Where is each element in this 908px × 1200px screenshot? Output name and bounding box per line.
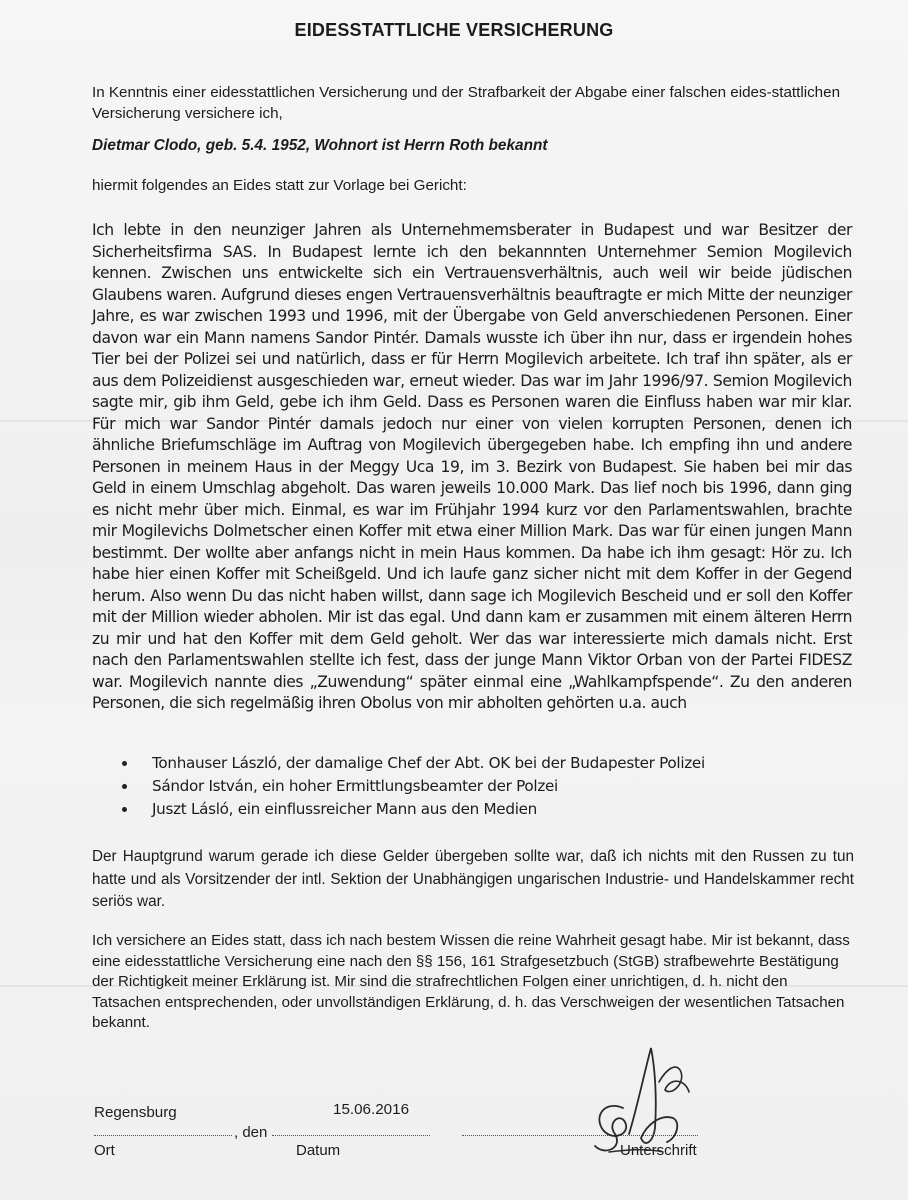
- affirmation-paragraph: Ich versichere an Eides statt, dass ich nach bestem Wissen die reine Wahrheit gesagt habe. Mir ist bekannt, dass eine eidesstattliche Versicherung eine nach den §§ 156, 161 Strafgesetzbuch (StGB) strafbewehrte Bestätigung der Richtigkeit meiner Erklärung ist. Mir sind die strafrechtlichen Folgen einer unrichtigen, d. h. nicht den Tatsachen entsprechenden, oder unvollständigen Erklärung, d. h. das Verschweigen der wesentlichen Tatsachen bekannt.: [92, 932, 850, 1032]
- persons-list: [120, 752, 820, 821]
- hiermit-line: hiermit folgendes an Eides statt zur Vorlage bei Gericht:: [92, 177, 467, 194]
- den-label: , den: [234, 1124, 268, 1141]
- list-item: Juszt Lásló, ein einflussreicher Mann aus den Medien: [120, 798, 820, 821]
- reason-paragraph: Der Hauptgrund warum gerade ich diese Gelder übergeben sollte war, daß ich nichts mit den Russen zu tun hatte und als Vorsitzender der intl. Sektion der Unabhängigen ungarischen Industrie- und Handelskammer recht seriös war.: [92, 848, 854, 910]
- statement-body: Ich lebte in den neunziger Jahren als Unternehmemsberater in Budapest und war Besitzer der Sicherheitsfirma SAS. In Budapest lernte ich den bekannnten Unternehmer Semion Mogilevich kennen. Zwischen uns entwickelte sich ein Vertrauensverhältnis, auch weil wir beide jüdischen Glaubens waren. Aufgrund dieses engen Vertrauensverhältnis beauftragte er mich Mitte der neunziger Jahre, es war zwischen 1993 und 1996, mit der Übergabe von Geld anverschiedenen Personen. Einer davon war ein Mann namens Sandor Pintér. Damals wusste ich über ihn nur, dass er irgendein hohes Tier bei der Polizei sei und natürlich, dass er für Herrn Mogilevich arbeitete. Ich traf ihn später, als er aus dem Polizeidienst ausgeschieden war, erneut wieder. Das war im Jahr 1996/97. Semion Mogilevich sagte mir, gib ihm Geld, gebe ich ihm Geld. Dass es Personen waren die Einfluss haben war mir klar. Für mich war Sandor Pintér damals jedoch nur einer von vielen korrupten Personen, denen ich ähnliche Briefumschläge im Auftrag von Mogilevich übergegeben habe. Ich empfing ihn und andere Personen in meinem Haus in der Meggy Uca 19, im 3. Bezirk von Budapest. Sie haben bei mir das Geld in einem Umschlag abgeholt. Das waren jeweils 10.000 Mark. Das lief noch bis 1996, dann ging es nicht mehr über mich. Einmal, es war im Frühjahr 1994 kurz vor den Parlamentswahlen, brachte mir Mogilevichs Dolmetscher einen Koffer mit etwa einer Million Mark. Das war für einen jungen Mann bestimmt. Der wollte aber anfangs nicht in mein Haus kommen. Da habe ich ihm gesagt: Hör zu. Ich habe hier einen Koffer mit Scheißgeld. Und ich laufe ganz sicher nicht mit dem Koffer in der Gegend herum. Also wenn Du das nicht haben willst, dann sage ich Mogilevich Bescheid und er soll den Koffer mit der Million wieder abholen. Mir ist das egal. Und dann kam er zusammen mit einem älteren Herrn zu mir und hat den Koffer mit dem Geld geholt. Wer das war interessierte mich damals nicht. Erst nach den Parlamentswahlen stellte ich fest, dass der junge Mann Viktor Orban von der Partei FIDESZ war. Mogilevich nannte dies „Zuwendung“ später einmal eine „Wahlkampfspende“. Zu den anderen Personen, die sich regelmäßig ihren Obolus von mir abholten gehörten u.a. auch: [92, 221, 852, 712]
- signature-block: [0, 1100, 908, 1170]
- place-label: Ort: [94, 1142, 115, 1159]
- handwritten-signature: [585, 1038, 695, 1158]
- date-label: Datum: [296, 1142, 341, 1159]
- declarant-line: Dietmar Clodo, geb. 5.4. 1952, Wohnort ist Herrn Roth bekannt: [92, 137, 548, 154]
- intro-paragraph: In Kenntnis einer eidesstattlichen Versicherung und der Strafbarkeit der Abgabe einer falschen eides-stattlichen Versicherung versichere ich,: [92, 84, 841, 122]
- place-value: Regensburg: [94, 1104, 177, 1121]
- signature-label: Unterschrift: [620, 1142, 697, 1159]
- list-item: Sándor István, ein hoher Ermittlungsbeamter der Polzei: [120, 775, 820, 798]
- date-dotted-line: [272, 1135, 430, 1136]
- document-title: EIDESSTATTLICHE VERSICHERUNG: [294, 20, 614, 40]
- place-dotted-line: [94, 1135, 232, 1136]
- list-item: Tonhauser László, der damalige Chef der Abt. OK bei der Budapester Polizei: [120, 752, 820, 775]
- date-value: 15.06.2016: [333, 1101, 410, 1118]
